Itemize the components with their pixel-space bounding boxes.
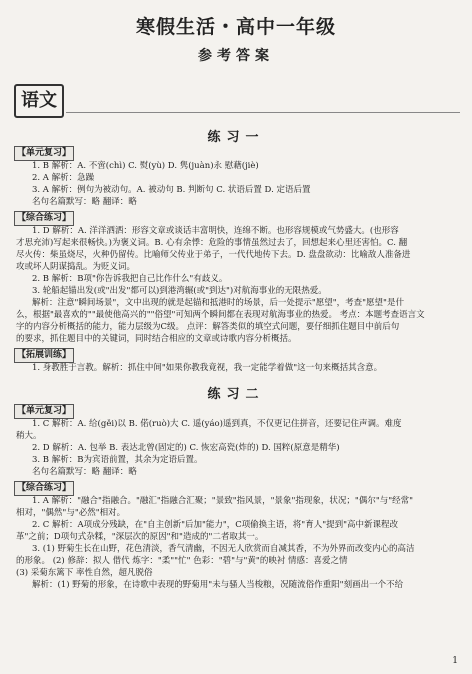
text-line: 的要求，抓住题目中的关键词，同时结合相应的文章或诗歌内容分析概括。 (16, 334, 297, 344)
page-title: 寒假生活・高中一年级 (135, 16, 336, 38)
text-line: 才思充沛)写起来很畅快。)为褒义词。B. 心有余悸：危险的事情虽然过去了，回想起来心里还害怕。C. 翻 (16, 238, 408, 248)
text-line: 2. C 解析：A项成分残缺，在"自主创新"后加"能力"，C项偷换主语，将"育人"提到"高中新课程改 (32, 520, 399, 530)
text-line: 1. A 解析："融合"指融合。"融汇"指融合汇聚；"景致"指风景，"景象"指现象，状况；"偶尔"与"经常" (32, 496, 414, 506)
text-line: (3) 采菊东篱下 率性自然，超凡脱俗 (16, 568, 153, 578)
section-heading: 【综合练习】 (14, 481, 74, 496)
text-line: 2. B 解析：B项"你告诉我把自己比作什么"有歧义。 (32, 274, 228, 284)
section-heading: 【单元复习】 (14, 404, 74, 419)
text-line: 解析：(1) 野菊的形象，在诗歌中表现的野菊用"未与骚人当梭粮，况随流俗作重阳"刻画出一个不给 (32, 580, 404, 590)
text-line: 字的内容分析概括的能力，能力层级为C级。 点评：解答类似的填空式问题，要仔细抓住题目中前后句 (16, 322, 400, 332)
subject-label: 语文 (14, 84, 64, 118)
text-line: 1. 身教胜于言教。解析：抓住中间"如果你教我竟视，我一定能学着做"这一句来概括其含意。 (32, 363, 383, 373)
text-line: 的形象。 (2) 修辞：拟人 借代 炼字："柔""忙" 色彩："碧"与"黄"的映衬 情感：喜爱之情 (16, 556, 348, 566)
section-heading: 【单元复习】 (14, 146, 74, 161)
subject-divider (66, 112, 460, 113)
text-line: 3. (1) 野菊生长在山野，花色清淡，香气清幽，不因无人欣赏而自减其香，不为外界而改变内心的高洁 (32, 544, 415, 554)
exercise-1-title: 练习一 (207, 130, 265, 145)
text-line: 3. 轮船起锚出发(或"出发"都可以)到港湾辗(或"到达")对航海事业的无限热爱。 (32, 286, 327, 296)
exercise-2-title: 练习二 (207, 387, 265, 402)
text-line: 名句名篇默写：略 翻译：略 (32, 467, 137, 477)
text-line: 1. C 解析：A. 给(gěi)以 B. 偌(ruò)大 C. 遥(yáo)遥到真，不仅更记住拼音，还要记住声调。难度 (32, 419, 402, 429)
text-line: 3. A 解析：例句为被动句。A. 被动句 B. 判断句 C. 状语后置 D. 定语后置 (32, 185, 311, 195)
text-line: 革"之前；D项句式杂糅，"深层次的原因"和"造成的"二者取其一。 (16, 532, 264, 542)
text-line: 1. B 解析：A. 不啻(chì) C. 熨(yù) D. 隽(juàn)永 慰藉(jiè) (32, 161, 259, 171)
text-line: 2. A 解析：急躁 (32, 173, 95, 183)
page-number: 1 (452, 656, 458, 666)
text-line: 1. D 解析：A. 洋洋洒洒：形容文章或谈话丰富明快，连绵不断。也形容规模或气势盛大。(也形容 (32, 226, 399, 236)
section-heading: 【拓展训练】 (14, 348, 74, 363)
text-line: 攻或坏人阴谋捣乱。为贬义词。 (16, 262, 136, 272)
text-line: 相对，"偶然"与"必然"相对。 (16, 508, 126, 518)
page-subtitle: 参考答案 (198, 48, 274, 64)
text-line: 名句名篇默写：略 翻译：略 (32, 197, 137, 207)
text-line: 2. D 解析：A. 包举 B. 表达北曾(固定的) C. 恢宏高瓷(炸的) D. 国粹(原意是精华) (32, 443, 340, 453)
text-line: 稍大。 (16, 431, 42, 441)
text-line: 解析：注意"瞬间场景"，文中出现的就是起锚和抵港时的场景，后一处提示"愿望"，考查"愿望"是什 (32, 298, 404, 308)
text-line: 尽火传：柴虽烧尽，火种仍留传。比喻师父传业于弟子，一代代地传下去。D. 盘盘欲动：比喻敌人准备进 (16, 250, 411, 260)
section-heading: 【综合练习】 (14, 211, 74, 226)
text-line: 3. B 解析：B为宾语前置，其余为定语后置。 (32, 455, 203, 465)
text-line: 么，根据"最喜欢的""最使他高兴的""俗望"可知两个瞬间都在表现对航海事业的热爱。 考点：本题考查语言文 (16, 310, 425, 320)
